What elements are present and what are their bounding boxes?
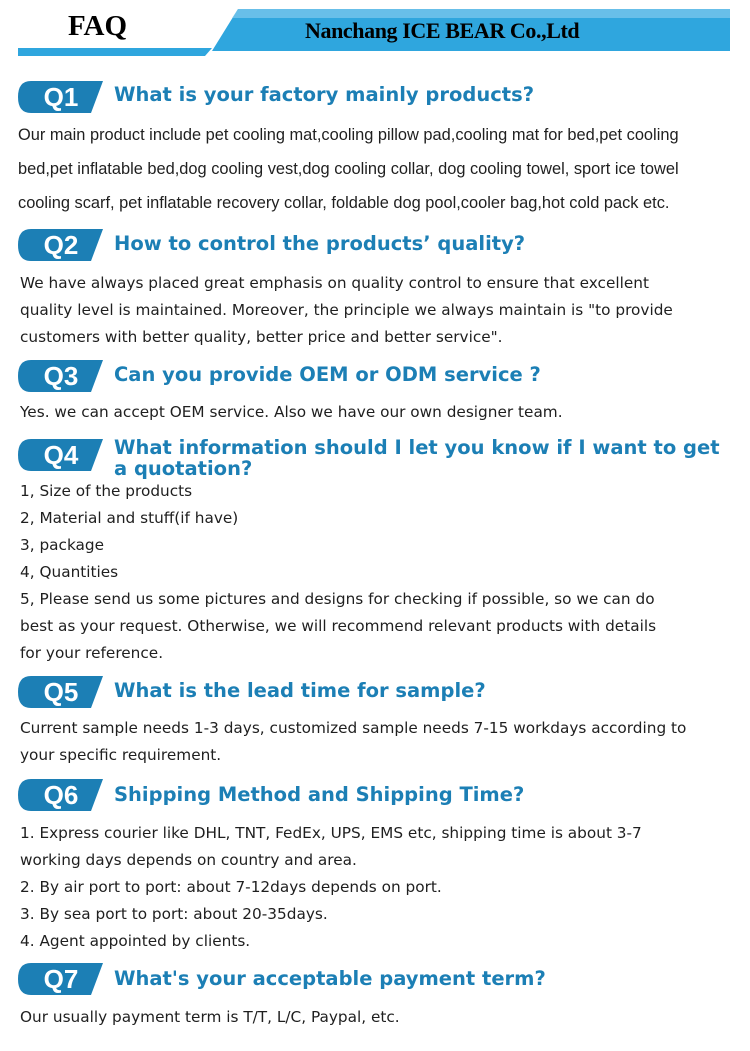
question-text: What's your acceptable payment term? (114, 967, 546, 990)
question-text: Shipping Method and Shipping Time? (114, 783, 525, 806)
question-text: How to control the products’ quality? (114, 232, 526, 255)
question-badge: Q1 (17, 80, 105, 114)
answer-text (20, 715, 745, 769)
answer-line: 5, Please send us some pictures and designs for checking if possible, so we can do (20, 590, 655, 608)
answer-line: cooling scarf, pet inflatable recovery collar, foldable dog pool,cooler bag,hot cold pack etc. (18, 194, 670, 212)
answer-line: We have always placed great emphasis on quality control to ensure that excellent (20, 274, 649, 292)
question-badge: Q5 (17, 675, 105, 709)
answer-text (20, 270, 745, 351)
answer-line: 4. Agent appointed by clients. (20, 932, 251, 950)
question-text: What information should I let you know if I want to get a quotation? (114, 436, 720, 480)
company-name: Nanchang ICE BEAR Co.,Ltd (305, 18, 580, 43)
answer-text (20, 478, 745, 667)
answer-line: Yes. we can accept OEM service. Also we have our own designer team. (20, 403, 563, 421)
answer-line: Our usually payment term is T/T, L/C, Paypal, etc. (20, 1008, 400, 1026)
answer-line: 3, package (20, 536, 105, 554)
answer-line: your specific requirement. (20, 746, 222, 764)
answer-line: 2, Material and stuff(if have) (20, 509, 239, 527)
answer-text (20, 820, 745, 955)
question-badge: Q6 (17, 778, 105, 812)
question-text: Can you provide OEM or ODM service ? (114, 363, 541, 386)
answer-line: Current sample needs 1-3 days, customized sample needs 7-15 workdays according to (20, 719, 687, 737)
answer-line: customers with better quality, better price and better service". (20, 328, 503, 346)
answer-text (20, 1004, 745, 1031)
answer-line: bed,pet inflatable bed,dog cooling vest,dog cooling collar, dog cooling towel, sport ice towel (18, 160, 679, 178)
answer-line: 4, Quantities (20, 563, 119, 581)
answer-line: 1, Size of the products (20, 482, 193, 500)
answer-line: Our main product include pet cooling mat,cooling pillow pad,cooling mat for bed,pet cooling (18, 126, 679, 144)
question-badge: Q2 (17, 228, 105, 262)
answer-text (20, 399, 745, 426)
question-text: What is your factory mainly products? (114, 83, 535, 106)
answer-line: working days depends on country and area. (20, 851, 357, 869)
answer-line: quality level is maintained. Moreover, the principle we always maintain is "to provide (20, 301, 673, 319)
question-badge: Q7 (17, 962, 105, 996)
answer-line: for your reference. (20, 644, 164, 662)
page-title: FAQ (68, 10, 128, 42)
answer-line: best as your request. Otherwise, we will recommend relevant products with details (20, 617, 657, 635)
answer-line: 1. Express courier like DHL, TNT, FedEx, UPS, EMS etc, shipping time is about 3-7 (20, 824, 642, 842)
answer-line: 2. By air port to port: about 7-12days depends on port. (20, 878, 442, 896)
answer-line: 3. By sea port to port: about 20-35days. (20, 905, 328, 923)
answer-text (18, 118, 746, 220)
question-badge: Q4 (17, 438, 105, 472)
question-text: What is the lead time for sample? (114, 679, 486, 702)
faq-header (0, 0, 750, 62)
question-badge: Q3 (17, 359, 105, 393)
